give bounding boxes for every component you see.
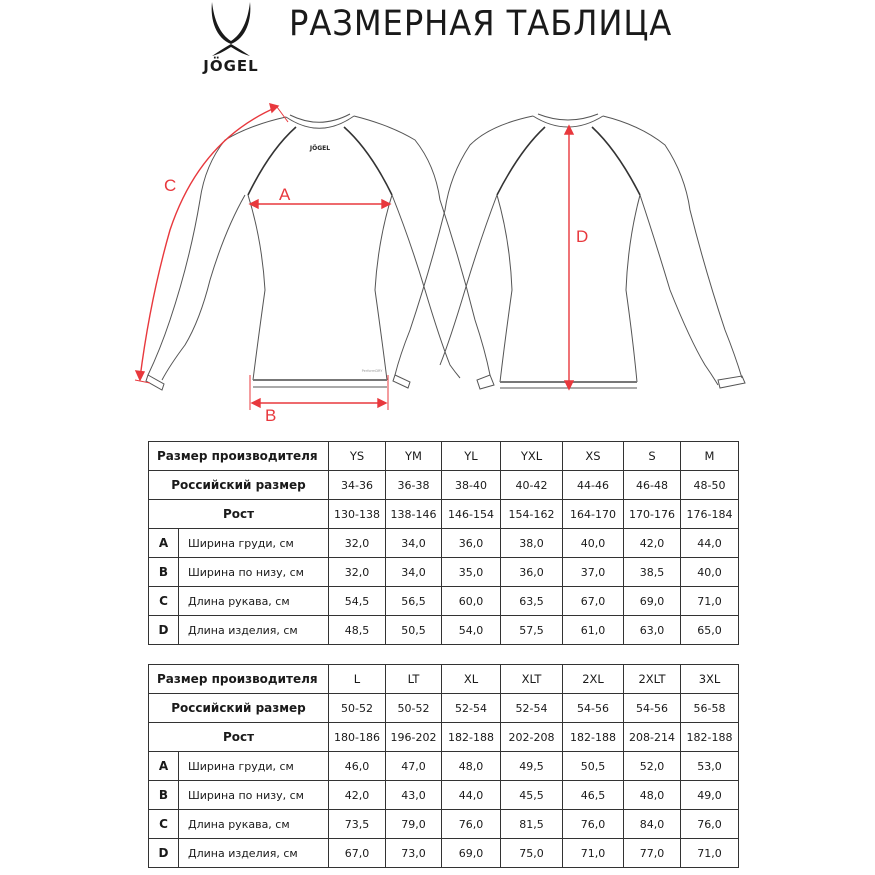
table-row-chest-width: [149, 529, 739, 558]
table-row-garment-length: [149, 839, 739, 868]
value-cell: 54-56: [624, 694, 681, 723]
dimension-label-c: C: [164, 176, 177, 195]
value-cell: 50-52: [386, 694, 442, 723]
row-label: Рост: [149, 723, 329, 752]
table-row-manufacturer-size: [149, 665, 739, 694]
value-cell: 76,0: [442, 810, 501, 839]
size-table-youth: [148, 441, 739, 645]
value-cell: 69,0: [624, 587, 681, 616]
table-row-sleeve-length: [149, 810, 739, 839]
value-cell: 54,0: [442, 616, 501, 645]
svg-text:PerformDRY: PerformDRY: [361, 369, 383, 373]
table-row-russian-size: [149, 694, 739, 723]
table-row-chest-width: [149, 752, 739, 781]
value-cell: 65,0: [681, 616, 739, 645]
row-label: Длина изделия, см: [179, 839, 329, 868]
size-cell: 3XL: [681, 665, 739, 694]
value-cell: 63,0: [624, 616, 681, 645]
value-cell: 180-186: [329, 723, 386, 752]
brand-name: JÖGEL: [203, 57, 259, 75]
value-cell: 48,0: [624, 781, 681, 810]
row-label: Длина изделия, см: [179, 616, 329, 645]
value-cell: 81,5: [501, 810, 563, 839]
value-cell: 36,0: [501, 558, 563, 587]
value-cell: 46-48: [624, 471, 681, 500]
value-cell: 53,0: [681, 752, 739, 781]
value-cell: 76,0: [563, 810, 624, 839]
value-cell: 76,0: [681, 810, 739, 839]
value-cell: 43,0: [386, 781, 442, 810]
size-cell: XL: [442, 665, 501, 694]
value-cell: 46,0: [329, 752, 386, 781]
value-cell: 44-46: [563, 471, 624, 500]
row-label: Ширина груди, см: [179, 752, 329, 781]
value-cell: 69,0: [442, 839, 501, 868]
table-row-sleeve-length: [149, 587, 739, 616]
value-cell: 71,0: [681, 839, 739, 868]
value-cell: 35,0: [442, 558, 501, 587]
row-label: Российский размер: [149, 694, 329, 723]
table-row-bottom-width: [149, 558, 739, 587]
row-label: Длина рукава, см: [179, 810, 329, 839]
value-cell: 182-188: [681, 723, 739, 752]
value-cell: 182-188: [442, 723, 501, 752]
value-cell: 54,5: [329, 587, 386, 616]
value-cell: 48,0: [442, 752, 501, 781]
value-cell: 50,5: [386, 616, 442, 645]
value-cell: 202-208: [501, 723, 563, 752]
value-cell: 34,0: [386, 558, 442, 587]
value-cell: 130-138: [329, 500, 386, 529]
value-cell: 50,5: [563, 752, 624, 781]
dimension-letter: A: [149, 752, 179, 781]
value-cell: 84,0: [624, 810, 681, 839]
table-row-height: [149, 723, 739, 752]
value-cell: 182-188: [563, 723, 624, 752]
value-cell: 50-52: [329, 694, 386, 723]
size-cell: YXL: [501, 442, 563, 471]
size-cell: XS: [563, 442, 624, 471]
value-cell: 138-146: [386, 500, 442, 529]
value-cell: 46,5: [563, 781, 624, 810]
value-cell: 40,0: [563, 529, 624, 558]
value-cell: 49,0: [681, 781, 739, 810]
value-cell: 40,0: [681, 558, 739, 587]
size-cell: 2XLT: [624, 665, 681, 694]
size-cell: L: [329, 665, 386, 694]
value-cell: 208-214: [624, 723, 681, 752]
row-label: Ширина груди, см: [179, 529, 329, 558]
dimension-letter: C: [149, 587, 179, 616]
value-cell: 196-202: [386, 723, 442, 752]
value-cell: 79,0: [386, 810, 442, 839]
value-cell: 52-54: [442, 694, 501, 723]
size-table-adult: [148, 664, 739, 868]
value-cell: 34-36: [329, 471, 386, 500]
front-shirt-icon: [146, 114, 494, 390]
dimension-letter: A: [149, 529, 179, 558]
value-cell: 61,0: [563, 616, 624, 645]
dimension-label-d: D: [576, 227, 589, 246]
value-cell: 56-58: [681, 694, 739, 723]
row-label: Размер производителя: [149, 665, 329, 694]
size-cell: YL: [442, 442, 501, 471]
value-cell: 63,5: [501, 587, 563, 616]
dimension-letter: B: [149, 781, 179, 810]
size-cell: M: [681, 442, 739, 471]
value-cell: 170-176: [624, 500, 681, 529]
size-cell: LT: [386, 665, 442, 694]
value-cell: 73,0: [386, 839, 442, 868]
table-row-manufacturer-size: [149, 442, 739, 471]
value-cell: 44,0: [681, 529, 739, 558]
value-cell: 42,0: [624, 529, 681, 558]
dimension-letter: C: [149, 810, 179, 839]
dimension-letter: D: [149, 616, 179, 645]
dimension-letter: D: [149, 839, 179, 868]
dimension-label-a: A: [279, 185, 291, 204]
value-cell: 56,5: [386, 587, 442, 616]
row-label: Ширина по низу, см: [179, 558, 329, 587]
row-label: Рост: [149, 500, 329, 529]
value-cell: 164-170: [563, 500, 624, 529]
value-cell: 38,5: [624, 558, 681, 587]
size-cell: S: [624, 442, 681, 471]
size-cell: XLT: [501, 665, 563, 694]
size-cell: 2XL: [563, 665, 624, 694]
value-cell: 42,0: [329, 781, 386, 810]
shirt-illustration: [0, 0, 875, 430]
value-cell: 54-56: [563, 694, 624, 723]
value-cell: 44,0: [442, 781, 501, 810]
value-cell: 38-40: [442, 471, 501, 500]
back-shirt-icon: [395, 114, 745, 388]
value-cell: 57,5: [501, 616, 563, 645]
value-cell: 73,5: [329, 810, 386, 839]
size-cell: YM: [386, 442, 442, 471]
value-cell: 32,0: [329, 529, 386, 558]
row-label: Ширина по низу, см: [179, 781, 329, 810]
value-cell: 45,5: [501, 781, 563, 810]
value-cell: 77,0: [624, 839, 681, 868]
value-cell: 48-50: [681, 471, 739, 500]
page-title: РАЗМЕРНАЯ ТАБЛИЦА: [289, 4, 673, 44]
value-cell: 48,5: [329, 616, 386, 645]
value-cell: 67,0: [329, 839, 386, 868]
row-label: Длина рукава, см: [179, 587, 329, 616]
row-label: Российский размер: [149, 471, 329, 500]
table-row-height: [149, 500, 739, 529]
value-cell: 37,0: [563, 558, 624, 587]
value-cell: 52-54: [501, 694, 563, 723]
dimension-letter: B: [149, 558, 179, 587]
value-cell: 36-38: [386, 471, 442, 500]
value-cell: 71,0: [563, 839, 624, 868]
table-row-bottom-width: [149, 781, 739, 810]
size-cell: YS: [329, 442, 386, 471]
value-cell: 60,0: [442, 587, 501, 616]
value-cell: 146-154: [442, 500, 501, 529]
table-row-garment-length: [149, 616, 739, 645]
svg-text:JÖGEL: JÖGEL: [309, 145, 331, 152]
value-cell: 34,0: [386, 529, 442, 558]
dimension-label-b: B: [265, 406, 277, 425]
value-cell: 75,0: [501, 839, 563, 868]
value-cell: 36,0: [442, 529, 501, 558]
value-cell: 40-42: [501, 471, 563, 500]
value-cell: 176-184: [681, 500, 739, 529]
value-cell: 52,0: [624, 752, 681, 781]
value-cell: 47,0: [386, 752, 442, 781]
value-cell: 49,5: [501, 752, 563, 781]
value-cell: 32,0: [329, 558, 386, 587]
value-cell: 67,0: [563, 587, 624, 616]
value-cell: 71,0: [681, 587, 739, 616]
value-cell: 154-162: [501, 500, 563, 529]
table-row-russian-size: [149, 471, 739, 500]
value-cell: 38,0: [501, 529, 563, 558]
row-label: Размер производителя: [149, 442, 329, 471]
